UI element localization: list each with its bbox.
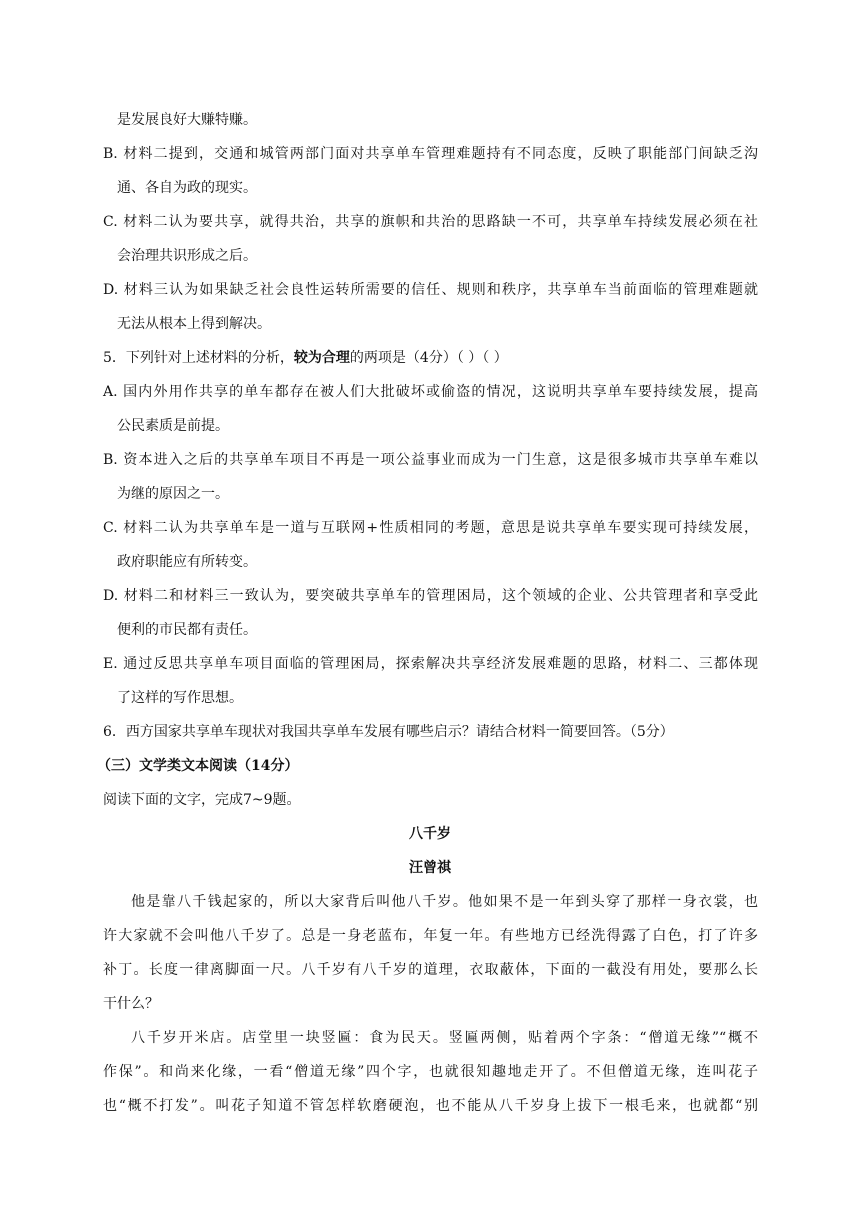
question-5 (0, 348, 860, 368)
option-b-line: B. 资本进入之后的共享单车项目不再是一项公益事业而成为一门生意，这是很多城市共享单车难以 (103, 452, 758, 468)
question-5-emphasis: 较为合理 (293, 350, 350, 366)
option-c-line: C. 材料二认为共享单车是一道与互联网+性质相同的考题，意思是说共享单车要实现可持续发展， (103, 520, 758, 536)
paragraph-line: 他是靠八千钱起家的，所以大家背后叫他八千岁。他如果不是一年到头穿了那样一身衣裳，也 (131, 894, 758, 910)
paragraph-line: 作保”。和尚来化缘，一看“僧道无缘”四个字，也就很知趣地走开了。不但僧道无缘，连叫花子 (103, 1064, 758, 1080)
text-line: 为继的原因之一。 (117, 486, 229, 502)
option-d-line: D. 材料三认为如果缺乏社会良性运转所需要的信任、规则和秩序，共享单车当前面临的管理难题就 (103, 282, 758, 298)
story-author: 汪曾祺 (409, 860, 451, 876)
section-heading: （三）文学类文本阅读（14分） (97, 758, 299, 774)
question-6: 6．西方国家共享单车现状对我国共享单车发展有哪些启示？请结合材料一简要回答。（5分） (103, 724, 674, 740)
paragraph-line: 八千岁开米店。店堂里一块竖匾：食为民天。竖匾两侧，贴着两个字条：“僧道无缘”“概不 (131, 1030, 758, 1046)
text-line: 通、各自为政的现实。 (117, 180, 257, 196)
paragraph-line: 干什么？ (103, 996, 159, 1012)
option-d-line: D. 材料二和材料三一致认为，要突破共享单车的管理困局，这个领域的企业、公共管理者和享受此 (103, 588, 758, 604)
text-line: 会治理共识形成之后。 (117, 248, 257, 264)
text-line: 政府职能应有所转变。 (117, 554, 257, 570)
text-line: 是发展良好大赚特赚。 (117, 112, 257, 128)
story-title: 八千岁 (409, 826, 451, 842)
option-e-line: E. 通过反思共享单车项目面临的管理困局，探索解决共享经济发展难题的思路，材料二、三都体现 (103, 656, 758, 672)
option-b-line: B. 材料二提到，交通和城管两部门面对共享单车管理难题持有不同态度，反映了职能部门间缺乏沟 (103, 146, 758, 162)
question-5-suffix: 的两项是（4分）（ ）（ ） (349, 350, 508, 366)
reading-instruction: 阅读下面的文字，完成7~9题。 (103, 792, 301, 808)
question-5-prefix: 5．下列针对上述材料的分析， (103, 350, 294, 366)
text-line: 公民素质是前提。 (117, 418, 229, 434)
text-line: 了这样的写作思想。 (117, 690, 243, 706)
option-a-line: A. 国内外用作共享的单车都存在被人们大批破坏或偷盗的情况，这说明共享单车要持续发展，提高 (103, 384, 758, 400)
paragraph-line: 也“概不打发”。叫花子知道不管怎样软磨硬泡，也不能从八千岁身上拔下一根毛来，也就都“别 (103, 1098, 758, 1114)
text-line: 无法从根本上得到解决。 (117, 316, 271, 332)
text-line: 便利的市民都有责任。 (117, 622, 257, 638)
paragraph-line: 补丁。长度一律离脚面一尺。八千岁有八千岁的道理，衣取蔽体，下面的一截没有用处，要那么长 (103, 962, 758, 978)
paragraph-line: 许大家就不会叫他八千岁了。总是一身老蓝布，年复一年。有些地方已经洗得露了白色，打了许多 (103, 928, 758, 944)
option-c-line: C. 材料二认为要共享，就得共治，共享的旗帜和共治的思路缺一不可，共享单车持续发展必须在社 (103, 214, 758, 230)
